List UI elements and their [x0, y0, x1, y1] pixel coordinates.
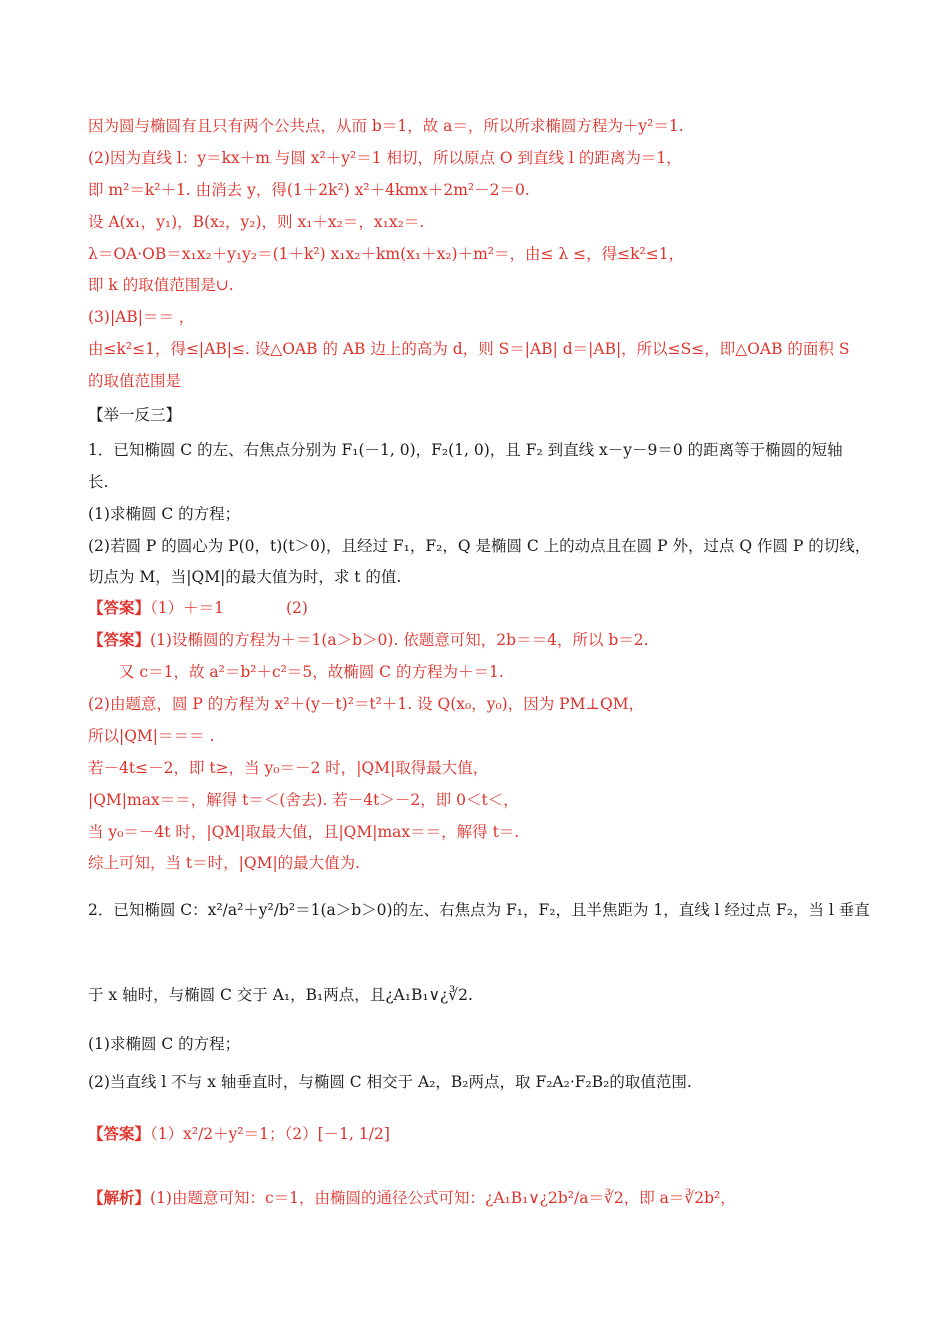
section-heading: 【举一反三】 — [88, 406, 182, 424]
solution-line: 由≤k²≤1，得≤|AB|≤. 设△OAB 的 AB 边上的高为 d，则 S＝|AB| d＝|AB|，所以≤S≤，即△OAB 的面积 S — [88, 340, 850, 358]
answer-tag: 【答案】 — [88, 630, 151, 649]
solution-line: 所以|QM|＝＝＝ . — [88, 727, 215, 745]
analysis-line — [88, 1188, 736, 1208]
problem-line: 切点为 M，当|QM|的最大值为时，求 t 的值. — [88, 568, 402, 586]
solution-line: 综上可知，当 t＝时，|QM|的最大值为. — [88, 854, 361, 872]
problem-line: 1．已知椭圆 C 的左、右焦点分别为 F₁(－1, 0)，F₂(1, 0)，且 F₂ 到直线 x－y－9＝0 的距离等于椭圆的短轴 — [88, 441, 843, 459]
solution-line: (2)由题意，圆 P 的方程为 x²＋(y－t)²＝t²＋1. 设 Q(x₀，y₀)，因为 PM⊥QM， — [88, 695, 645, 713]
solution-line: 当 y₀＝－4t 时，|QM|取最大值，且|QM|max＝＝，解得 t＝. — [88, 823, 520, 841]
solution-line: (2)因为直线 l：y＝kx＋m 与圆 x²＋y²＝1 相切，所以原点 O 到直线 l 的距离为＝1， — [88, 149, 682, 167]
answer-text: （1）＋＝1 (2) — [150, 599, 308, 617]
analysis-text: (1)由题意可知：c＝1，由椭圆的通径公式可知：¿A₁B₁∨¿2b²/a＝∛2，即 a＝∛2b²， — [150, 1189, 736, 1207]
solution-line: 若－4t≤－2，即 t≥，当 y₀＝－2 时，|QM|取得最大值， — [88, 759, 489, 777]
solution-line: 因为圆与椭圆有且只有两个公共点，从而 b＝1，故 a＝，所以所求椭圆方程为＋y²＝1. — [88, 117, 684, 135]
solution-line: 设 A(x₁，y₁)，B(x₂，y₂)，则 x₁＋x₂＝，x₁x₂＝. — [88, 213, 425, 231]
solution-line: 又 c＝1，故 a²＝b²＋c²＝5，故椭圆 C 的方程为＋＝1. — [88, 663, 504, 681]
answer-text: (1)设椭圆的方程为＋＝1(a＞b＞0). 依题意可知，2b＝＝4，所以 b＝2. — [150, 631, 649, 649]
problem-line: (1)求椭圆 C 的方程； — [88, 1035, 241, 1053]
problem-line: 2．已知椭圆 C：x²/a²＋y²/b²＝1(a＞b＞0)的左、右焦点为 F₁，F₂，且半焦距为 1，直线 l 经过点 F₂，当 l 垂直 — [88, 901, 870, 919]
solution-line: 即 m²＝k²＋1. 由消去 y，得(1＋2k²) x²＋4kmx＋2m²－2＝0. — [88, 181, 530, 199]
answer-text: （1）x²/2＋y²＝1；（2）[－1, 1/2] — [150, 1125, 390, 1143]
solution-line: 的取值范围是 — [88, 372, 182, 390]
problem-line: (2)若圆 P 的圆心为 P(0，t)(t＞0)，且经过 F₁，F₂，Q 是椭圆 C 上的动点且在圆 P 外，过点 Q 作圆 P 的切线， — [88, 537, 871, 555]
problem-line: 于 x 轴时，与椭圆 C 交于 A₁，B₁两点，且¿A₁B₁∨¿∛2. — [88, 986, 473, 1004]
answer-line — [88, 1124, 390, 1144]
solution-line: (3)|AB|＝＝ ， — [88, 308, 195, 326]
answer-tag: 【答案】 — [88, 1124, 151, 1143]
answer-line — [88, 598, 308, 618]
answer-tag: 【答案】 — [88, 598, 151, 617]
solution-line: |QM|max＝＝，解得 t＝＜(舍去). 若－4t＞－2，即 0＜t＜， — [88, 791, 519, 809]
problem-line: 长. — [88, 473, 109, 491]
solution-line: λ＝OA·OB＝x₁x₂＋y₁y₂＝(1＋k²) x₁x₂＋km(x₁＋x₂)＋m²＝，由≤ λ ≤，得≤k²≤1， — [88, 245, 685, 263]
answer-line — [88, 630, 649, 650]
solution-line: 即 k 的取值范围是∪. — [88, 276, 234, 294]
analysis-tag: 【解析】 — [88, 1188, 151, 1207]
problem-line: (2)当直线 l 不与 x 轴垂直时，与椭圆 C 相交于 A₂，B₂两点，取 F₂A₂·F₂B₂的取值范围. — [88, 1073, 692, 1091]
problem-line: (1)求椭圆 C 的方程； — [88, 505, 241, 523]
